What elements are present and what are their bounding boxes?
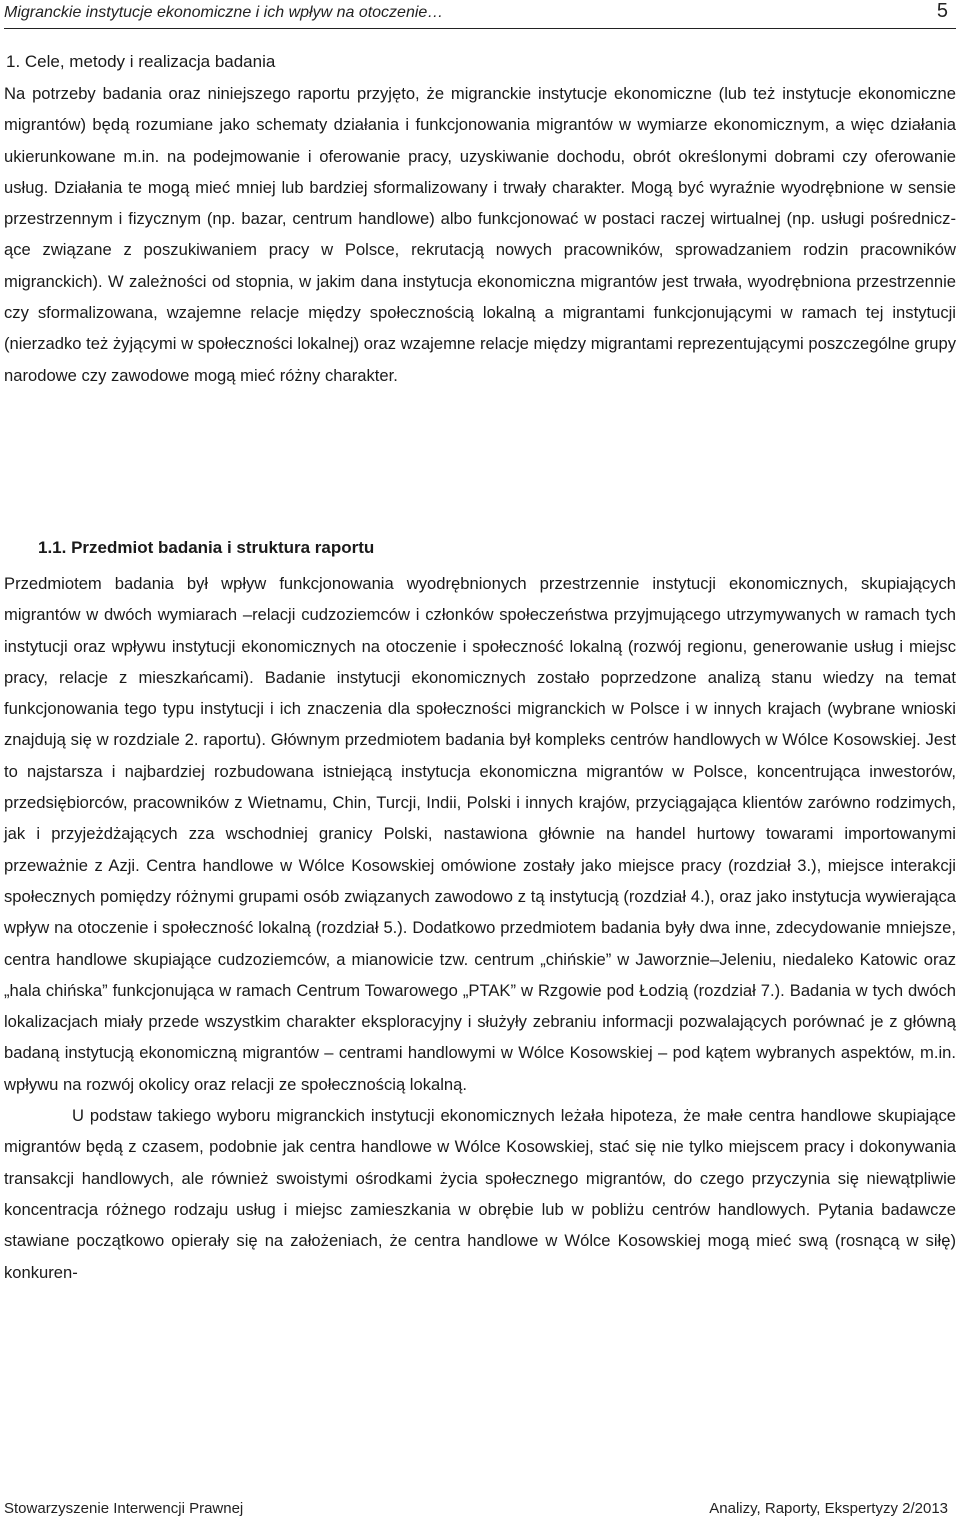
- section-1-1-paragraph-1: Przedmiotem badania był wpływ funkcjonowania wyodrębnionych przestrzennie instytucji ekonomicznych, skupiających migrantów w dwóch wymiarach –relacji cudzoziemców i członków społeczeństwa przyjmującego utrzymywanych w ramach tych instytucji oraz wpływu instytucji ekonomicznych na otoczenie i społeczność lokalną (rozwój regionu, generowanie usług i miejsc pracy, relacje z mieszkańcami). Badanie instytucji ekonomicznych zostało poprzedzone analizą stanu wiedzy na temat funkcjonowania tego typu instytucji i ich znaczenia dla społeczności migranckich w Polsce i w innych krajach (wybrane wnioski znajdują się w rozdziale 2. raportu). Głównym przedmiotem badania był kompleks centrów handlowych w Wólce Kosowskiej. Jest to najstarsza i najbardziej rozbudowana istniejącą instytucja ekonomiczna migrantów w Polsce, koncentrująca inwestorów, przedsiębiorców, pracowników z Wietnamu, Chin, Turcji, Indii, Polski i innych krajów, przyciągająca klientów zarówno rodzimych, jak i przyjeżdżających zza wschodniej granicy Polski, nastawiona głównie na handel hurtowy towarami importowanymi przeważnie z Azji. Centra handlowe w Wólce Kosowskiej omówione zostały jako miejsce pracy (rozdział 3.), miejsce interakcji społecznych pomiędzy różnymi grupami osób związanych zawodowo z tą instytucją (rozdział 4.), oraz jako instytucja wywierająca wpływ na otoczenie i społeczność lokalną (rozdział 5.). Dodatkowo przedmiotem badania były dwa inne, zdecydowanie mniejsze, centra handlowe skupiające cudzoziemców, a mianowicie tzw. centrum „chińskie” w Jaworznie–Jeleniu, niedaleko Katowic oraz „hala chińska” funkcjonująca w ramach Centrum Towarowego „PTAK” w Rzgowie pod Łodzią (rozdział 7.). Badania w tych dwóch lokalizacjach miały przede wszystkim charakter eksploracyjny i służyły zebraniu informacji pozwalających porównać je z główną badaną instytucją ekonomiczną migrantów – centrami handlowymi w Wólce Kosowskiej – pod kątem wybranych aspektów, m.in. wpływu na rozwój okolicy oraz relacji ze społecznością lokalną.: [4, 574, 956, 1094]
- section-1-paragraph: Na potrzeby badania oraz niniejszego raportu przyjęto, że migranckie instytucje ekonomiczne (lub też instytucje ekonomiczne migrantów) będą rozumiane jako schematy działania i funkcjonowania migrantów w wymiarze ekonomicznym, a więc działania ukierunkowane m.in. na podejmowanie i oferowanie pracy, uzyskiwanie dochodu, obrót określonymi dobrami czy oferowanie usług. Działania te mogą mieć mniej lub bardziej sformalizowany i trwały charakter. Mogą być wyraźnie wyodrębnione w sensie przestrzennym i fizycznym (np. bazar, centrum handlowe) albo funkcjonować w postaci raczej wirtualnej (np. usługi pośredniczące związane z poszukiwaniem pracy w Polsce, rekrutacją nowych pracowników, sprowadzaniem rodzin pracowników migranckich). W zależności od stopnia, w jakim dana instytucja ekonomiczna migrantów jest trwała, wyodrębniona przestrzennie czy sformalizowana, wzajemne relacje między społecznością lokalną a migrantami funkcjonującymi w ramach tej instytucji (nierzadko też żyjącymi w społeczności lokalnej) oraz wzajemne relacje między migrantami reprezentującymi poszczególne grupy narodowe czy zawodowe mogą mieć różny charakter.: [4, 84, 956, 385]
- section-1-1-heading: 1.1. Przedmiot badania i struktura raportu: [38, 538, 375, 557]
- running-header: [4, 2, 956, 29]
- section-1-1-paragraph-2: U podstaw takiego wyboru migranckich instytucji ekonomicznych leżała hipoteza, że małe centra handlowe skupiające migrantów będą z czasem, podobnie jak centra handlowe w Wólce Kosowskiej, stać się nie tylko miejscem pracy i dokonywania transakcji handlowych, ale również swoistymi ośrodkami życia społecznego migrantów, do czego przyczynia się niewątpliwie koncentracja różnego rodzaju usług i miejsc zamieszkania w obrębie lub w pobliżu centrów handlowych. Pytania badawcze stawiane początkowo opierały się na założeniach, że centra handlowe w Wólce Kosowskiej mogą mieć swą (rosnącą w siłę) konkuren-: [4, 1106, 956, 1282]
- running-header-title: Migranckie instytucje ekonomiczne i ich wpływ na otoczenie…: [4, 4, 444, 21]
- footer-publisher: Stowarzyszenie Interwencji Prawnej: [4, 1500, 244, 1517]
- section-1-heading: 1. Cele, metody i realizacja badania: [6, 52, 276, 71]
- page-number: 5: [936, 0, 948, 22]
- page-footer: [4, 1496, 956, 1522]
- document-page: [4, 0, 956, 1524]
- section-1-1: [4, 536, 956, 1288]
- section-1: [4, 50, 956, 391]
- footer-series: Analizy, Raporty, Ekspertyzy 2/2013: [709, 1500, 948, 1517]
